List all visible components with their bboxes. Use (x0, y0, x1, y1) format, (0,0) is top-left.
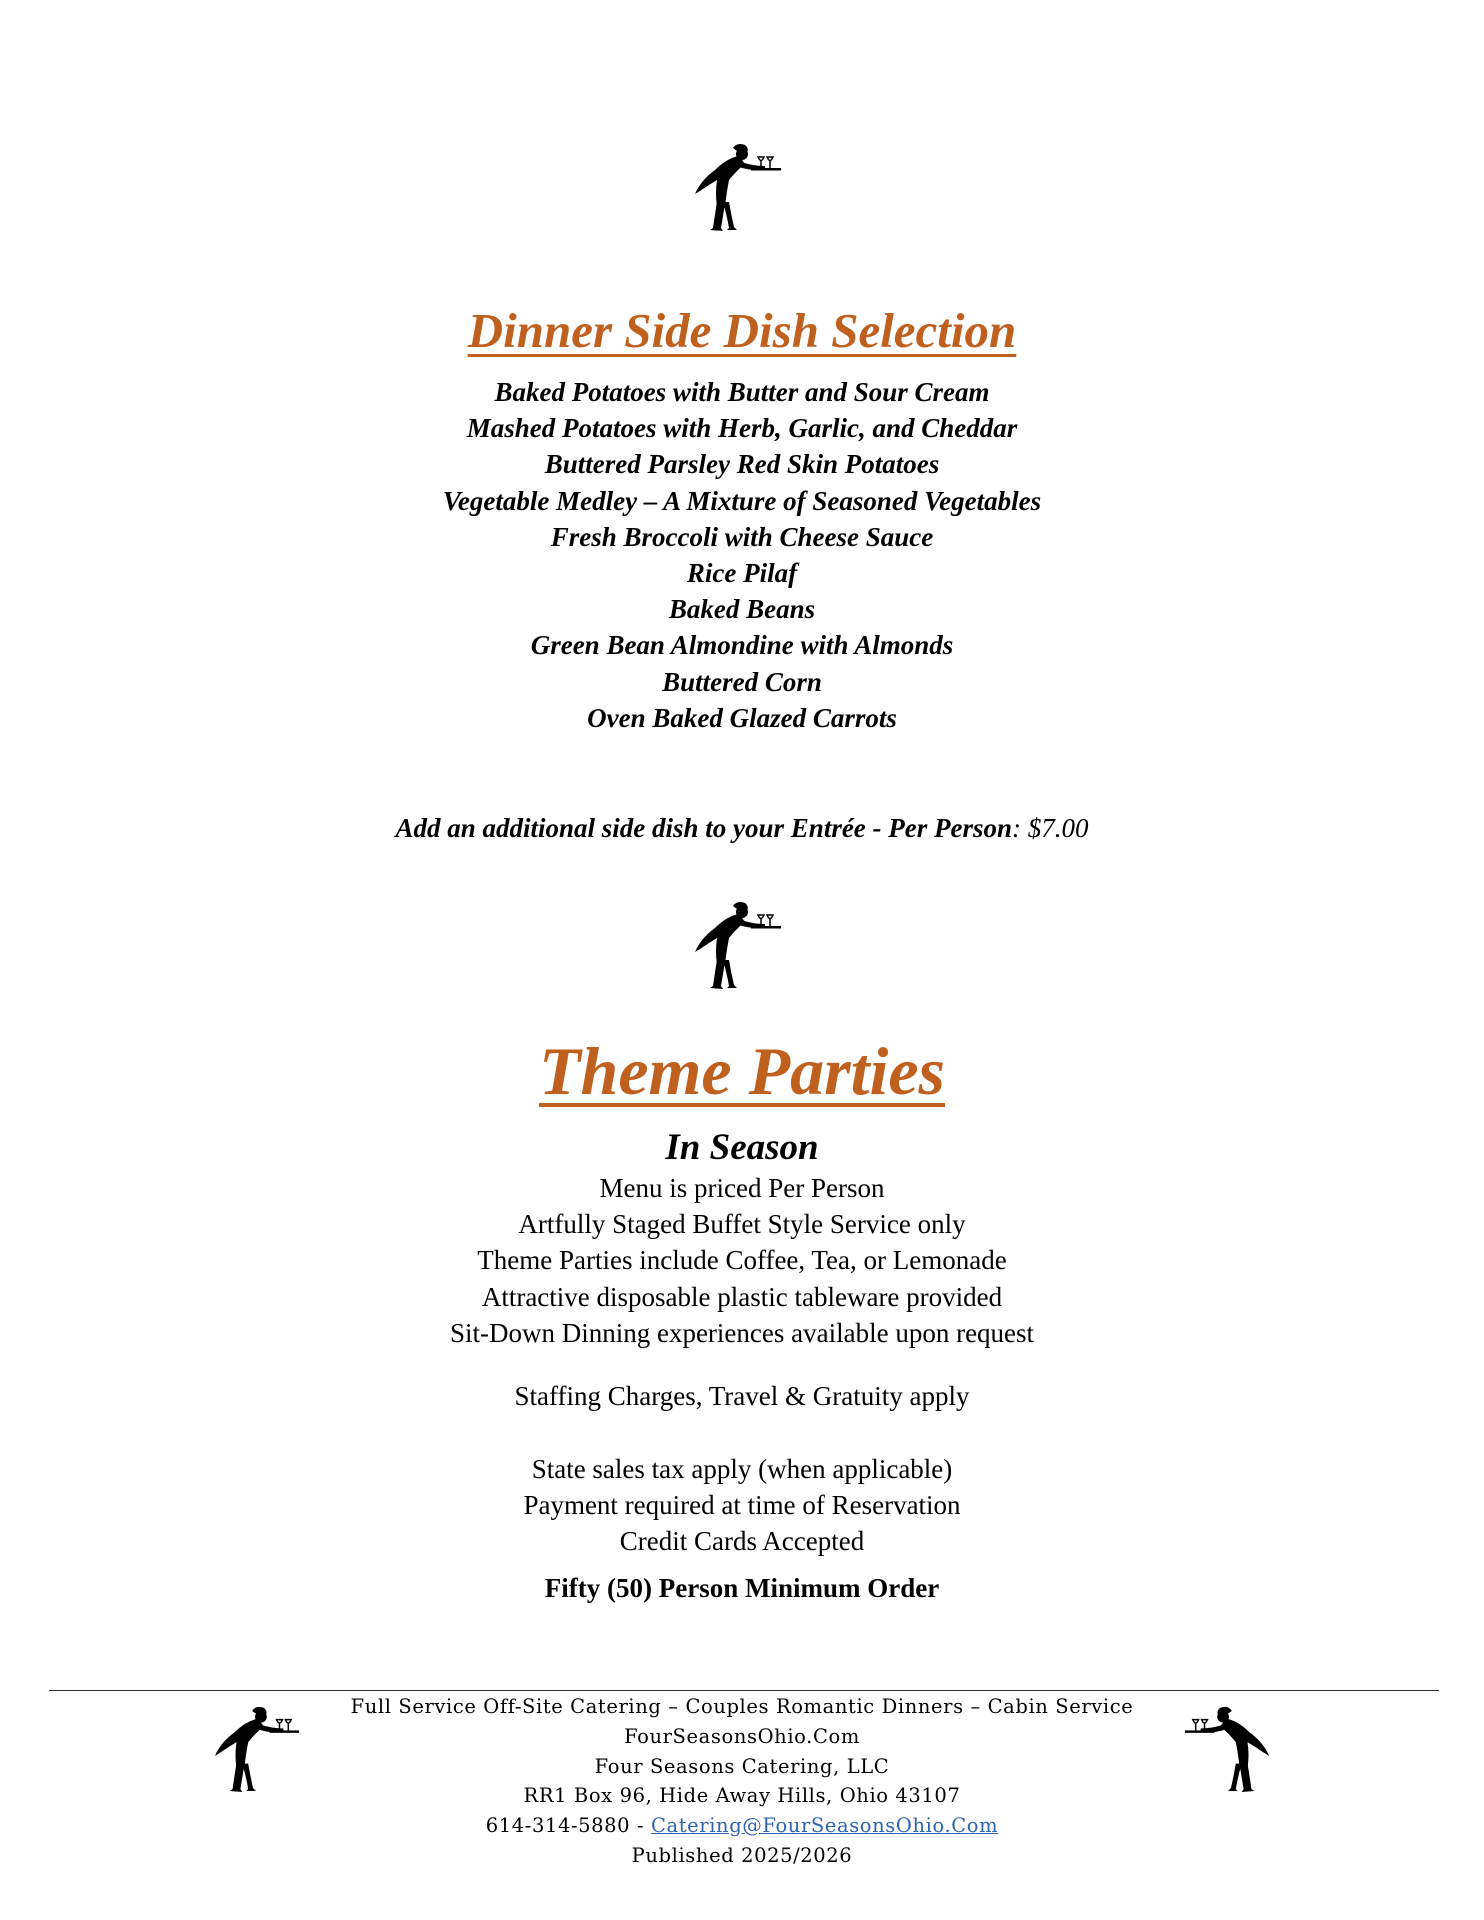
payment-line: State sales tax apply (when applicable) (531, 1454, 953, 1484)
minimum-order: Fifty (50) Person Minimum Order (544, 1573, 940, 1603)
addon-price-line (0, 810, 1484, 846)
side-dish-title: Dinner Side Dish Selection (467, 303, 1017, 358)
detail-line: Attractive disposable plastic tableware provided (481, 1281, 1003, 1312)
footer-divider (49, 1690, 1439, 1691)
footer-address: RR1 Box 96, Hide Away Hills, Ohio 43107 (523, 1784, 961, 1808)
list-item: Baked Beans (668, 594, 816, 625)
addon-price: : $7.00 (1012, 813, 1089, 843)
theme-details (0, 1170, 1484, 1351)
side-dish-list (0, 374, 1484, 736)
list-item: Mashed Potatoes with Herb, Garlic, and Cheddar (466, 413, 1018, 444)
list-item: Fresh Broccoli with Cheese Sauce (550, 521, 934, 552)
payment-line: Payment required at time of Reservation (523, 1490, 961, 1521)
detail-line: Theme Parties include Coffee, Tea, or Lemonade (477, 1245, 1007, 1276)
list-item: Green Bean Almondine with Almonds (530, 630, 954, 661)
detail-line: Sit-Down Dinning experiences available upon request (449, 1317, 1035, 1348)
footer-contact (0, 1811, 1484, 1841)
list-item: Vegetable Medley – A Mixture of Seasoned Vegetables (442, 485, 1042, 516)
waiter-icon (693, 140, 783, 232)
footer-website: FourSeasonsOhio.Com (624, 1724, 860, 1748)
footer (0, 1692, 1484, 1871)
footer-company: Four Seasons Catering, LLC (594, 1754, 890, 1778)
payment-details (0, 1451, 1484, 1560)
list-item: Rice Pilaf (686, 558, 798, 589)
list-item: Baked Potatoes with Butter and Sour Cream (494, 377, 990, 407)
list-item: Buttered Corn (662, 666, 822, 697)
waiter-icon (693, 898, 783, 990)
addon-label: Add an additional side dish to your Entrée - Per Person (395, 813, 1013, 843)
staffing-note: Staffing Charges, Travel & Gratuity apply (514, 1381, 970, 1411)
list-item: Oven Baked Glazed Carrots (587, 702, 897, 733)
email-link[interactable]: Catering@FourSeasonsOhio.Com (650, 1814, 999, 1838)
theme-subtitle: In Season (665, 1127, 819, 1168)
detail-line: Artfully Staged Buffet Style Service only (518, 1209, 966, 1240)
payment-line: Credit Cards Accepted (619, 1526, 865, 1557)
theme-parties-title: Theme Parties (538, 1033, 946, 1109)
footer-phone: 614-314-5880 - (485, 1814, 651, 1838)
footer-services: Full Service Off-Site Catering – Couples Romantic Dinners – Cabin Service (350, 1695, 1134, 1718)
detail-line: Menu is priced Per Person (599, 1173, 885, 1203)
list-item: Buttered Parsley Red Skin Potatoes (544, 449, 940, 480)
footer-published: Published 2025/2026 (631, 1843, 853, 1867)
